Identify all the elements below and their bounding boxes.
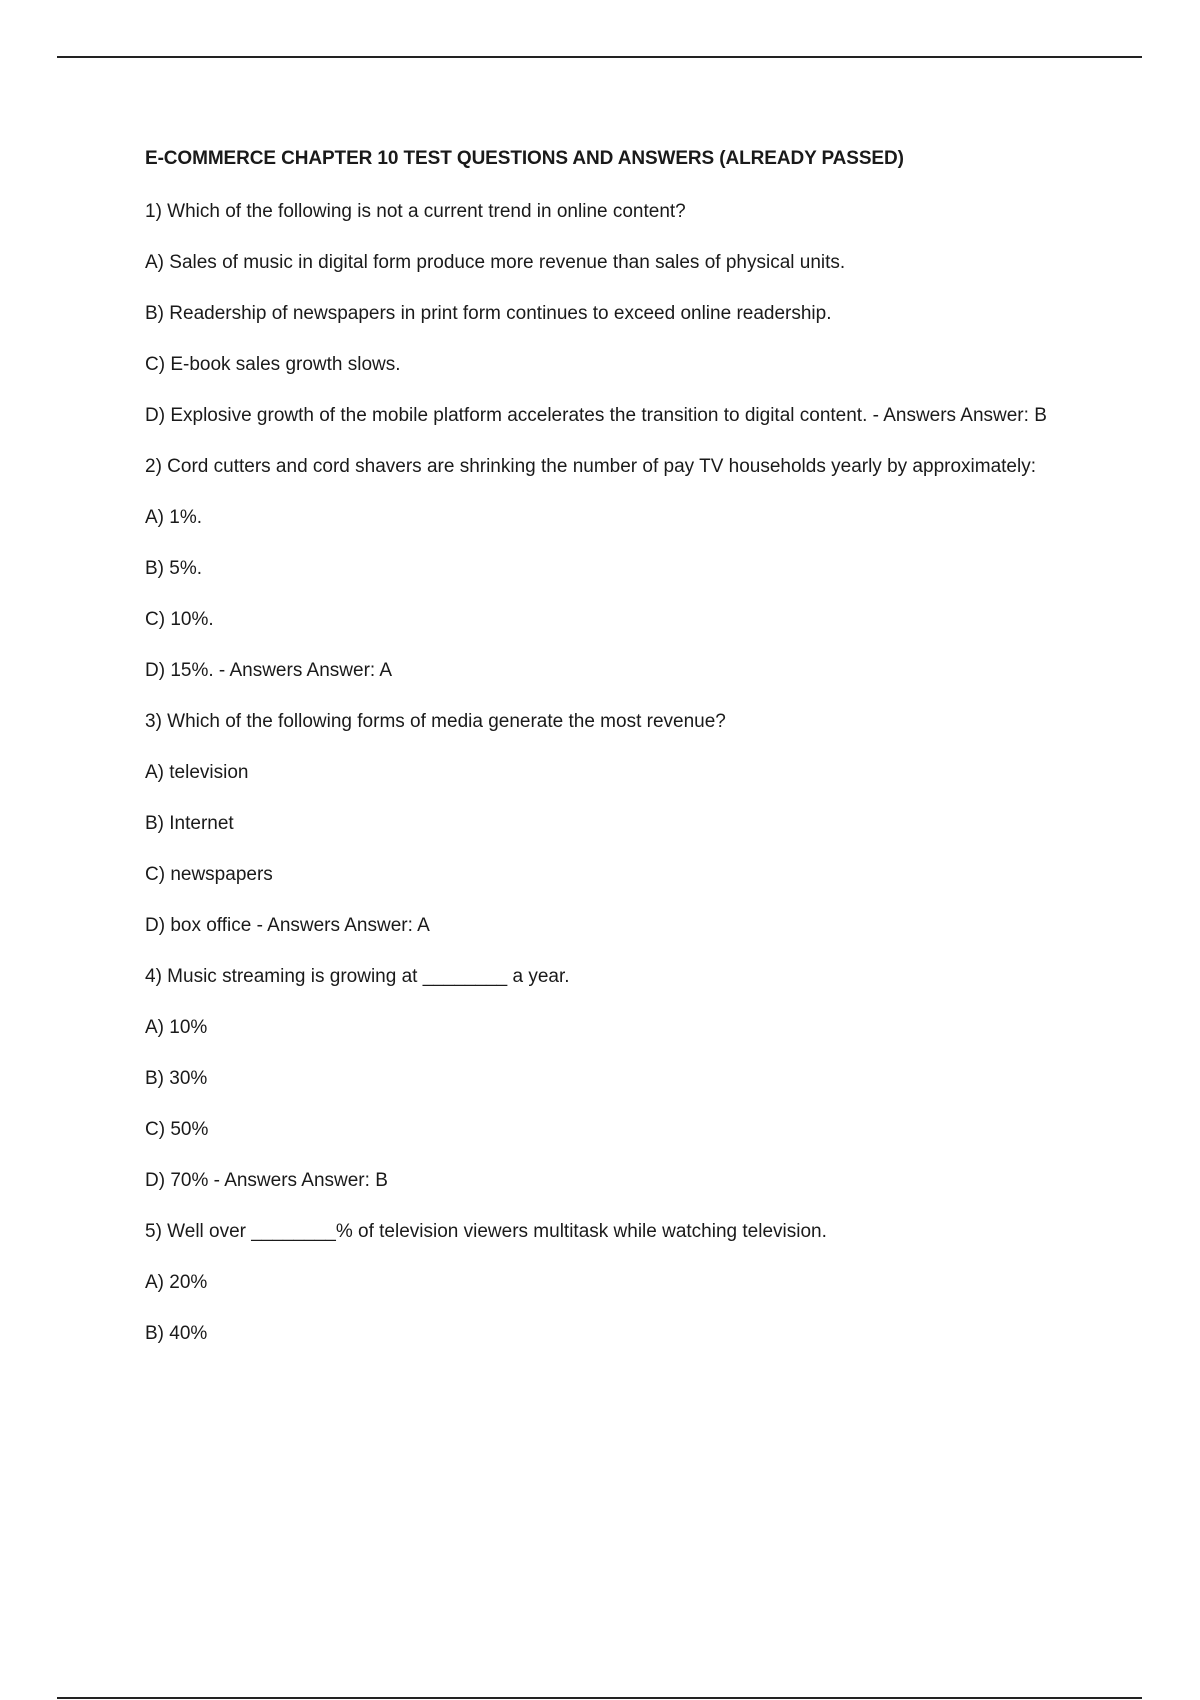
option-2a: A) 1%.: [145, 507, 203, 528]
question-3: 3) Which of the following forms of media generate the most revenue?: [145, 711, 726, 732]
option-1d-answer: D) Explosive growth of the mobile platform accelerates the transition to digital content. - Answers Answer: B: [145, 405, 1047, 426]
question-1: 1) Which of the following is not a current trend in online content?: [145, 201, 686, 222]
option-3d-answer: D) box office - Answers Answer: A: [145, 915, 430, 936]
option-3a: A) television: [145, 762, 249, 783]
document-body: [145, 145, 1055, 1369]
option-3c: C) newspapers: [145, 864, 273, 885]
option-3b: B) Internet: [145, 813, 234, 834]
question-5: 5) Well over ________% of television viewers multitask while watching television.: [145, 1221, 827, 1242]
option-2b: B) 5%.: [145, 558, 203, 579]
header-rule: [57, 56, 1142, 58]
footer-rule: [57, 1697, 1142, 1699]
option-1b: B) Readership of newspapers in print form continues to exceed online readership.: [145, 303, 832, 324]
option-2c: C) 10%.: [145, 609, 214, 630]
option-1a: A) Sales of music in digital form produce more revenue than sales of physical units.: [145, 252, 846, 273]
option-4a: A) 10%: [145, 1017, 208, 1038]
option-1c: C) E-book sales growth slows.: [145, 354, 401, 375]
option-5b: B) 40%: [145, 1323, 208, 1344]
question-4: 4) Music streaming is growing at ________ a year.: [145, 966, 570, 987]
option-4d-answer: D) 70% - Answers Answer: B: [145, 1170, 388, 1191]
document-title: E-COMMERCE CHAPTER 10 TEST QUESTIONS AND ANSWERS (ALREADY PASSED): [145, 148, 904, 169]
option-4c: C) 50%: [145, 1119, 209, 1140]
option-2d-answer: D) 15%. - Answers Answer: A: [145, 660, 393, 681]
option-4b: B) 30%: [145, 1068, 208, 1089]
question-2: 2) Cord cutters and cord shavers are shrinking the number of pay TV households yearly by approximately:: [145, 456, 1036, 477]
option-5a: A) 20%: [145, 1272, 208, 1293]
